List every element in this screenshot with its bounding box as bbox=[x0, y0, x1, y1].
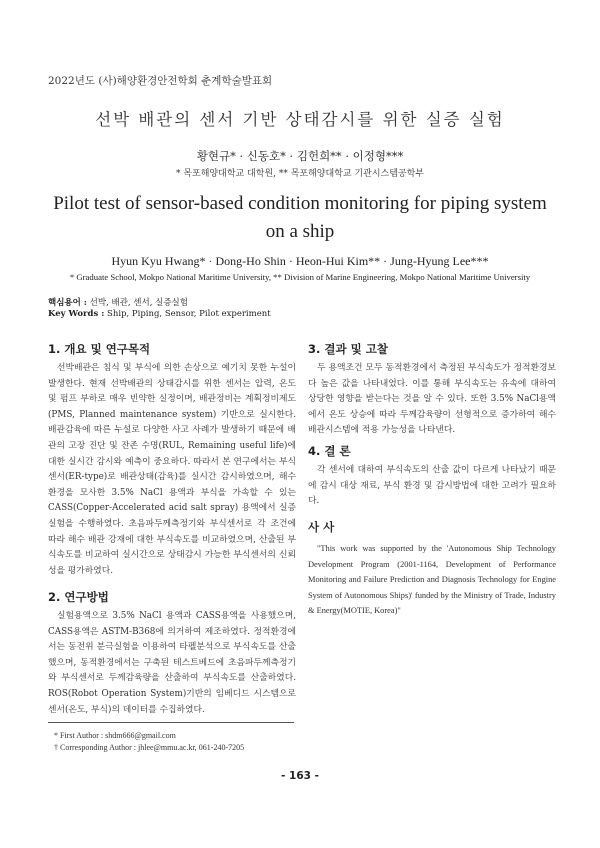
section-2 bbox=[48, 589, 296, 718]
conference-name: 2022년도 (사)해양환경안전학회 춘계학술발표회 bbox=[48, 75, 273, 87]
section-1-heading: 1. 개요 및 연구목적 bbox=[48, 342, 151, 356]
section-3-body: 두 용액조건 모두 동적환경에서 측정된 부식속도가 정적환경보다 높은 값을 나타내었다. 이를 통해 부식속도는 유속에 대하여 상당한 영향을 받는다는 것을 알 수 있다. 또한 3.5% NaCl용액에서 온도 상승에 따라 두께감육량이 선형적으로 증가하여 해수 배관시스템에 적용 가능성을 나타낸다. bbox=[308, 363, 556, 436]
english-affiliation: * Graduate School, Mokpo National Maritime University, ** Division of Marine Engineering, Mokpo National Maritime University bbox=[69, 272, 531, 282]
korean-keywords-label: 핵심용어 : bbox=[48, 298, 87, 308]
korean-affiliation: * 목포해양대학교 대학원, ** 목포해양대학교 기관시스템공학부 bbox=[175, 169, 425, 179]
korean-title: 선박 배관의 센서 기반 상태감시를 위한 실증 실험 bbox=[95, 110, 505, 129]
acknowledgement-heading: 사 사 bbox=[308, 520, 335, 534]
page-number: - 163 - bbox=[281, 770, 319, 782]
korean-keywords-text: 선박, 배관, 센서, 실증실험 bbox=[89, 298, 188, 308]
korean-keywords bbox=[48, 296, 188, 308]
section-4 bbox=[308, 443, 556, 510]
section-1 bbox=[48, 341, 296, 579]
section-3 bbox=[308, 341, 556, 439]
english-keywords-label: Key Words : bbox=[48, 309, 105, 319]
section-2-body: 실험용액으로 3.5% NaCl 용액과 CASS용액을 사용했으며, CASS용액은 ASTM-B368에 의거하여 제조하였다. 정적환경에서는 동전위 분극실험을 이용하여 타펠분석으로 부식속도를 산출했으며, 동적환경에서는 구축된 테스트베드에 초음파두께측정기와 부식센서로 두께감육량을 산출하여 부식속도를 산출하였다. ROS(Robot Operation System)기반의 임베디드 시스템으로 센서(온도, 부식)의 데이터를 수집하였다. bbox=[48, 611, 296, 715]
section-4-body: 각 센서에 대하여 부식속도의 산출 값이 다르게 나타났기 때문에 감시 대상 재료, 부식 환경 및 감시방법에 대한 고려가 필요하다. bbox=[308, 465, 556, 507]
english-title bbox=[40, 190, 560, 246]
korean-authors: 황현규* · 신동호* · 김헌희** · 이정형*** bbox=[196, 149, 404, 163]
section-3-heading: 3. 결과 및 고찰 bbox=[308, 342, 388, 356]
section-1-body: 선박배관은 침식 및 부식에 의한 손상으로 예기치 못한 누설이 발생한다. 현재 선박배관의 상태감시를 위한 센서는 압력, 온도 및 펌프 부하로 매우 빈약한 실정이며, 배관정비는 계획정비제도(PMS, Planned maintenance system) 기반으로 실시한다. 배관감육에 따른 누설로 다양한 사고 사례가 발생하기 때문에 배관의 고장 진단 및 잔존 수명(RUL, Remaining useful life)에 대한 실시간 감시와 예측이 중요하다. 따라서 본 연구에서는 부식센서(ER-type)로 배관상태(감육)를 실시간 감시하였으며, 해수환경을 모사한 3.5% NaCl 용액과 부식을 가속할 수 있는 CASS(Copper-Accelerated acid salt spray) 용액에서 실증 실험을 수행하였다. 초음파두께측정기와 부식센서로 각 조건에 따라 해수 배관 강재에 대한 부식속도를 비교하였으며, 산출된 부식속도를 비교하여 실시간으로 상태감시 가능한 부식센서의 신뢰성을 평가하였다. bbox=[48, 363, 296, 576]
footnote-divider bbox=[48, 722, 294, 723]
section-4-heading: 4. 결 론 bbox=[308, 444, 351, 458]
english-keywords bbox=[48, 309, 271, 319]
english-title-line1: Pilot test of sensor-based condition monitoring for piping system bbox=[53, 193, 547, 214]
acknowledgement-body: "This work was supported by the 'Autonomous Ship Technology Development Program (2001-1164, Development of Performance Monitoring and Failure Prediction and Diagnosis Technology for Engine System of Autonomous Ships)' funded by the Ministry of Trade, Industry & Energy(MOTIE, Korea)" bbox=[308, 544, 556, 616]
footnote-first-author: * First Author : shdm666@gmail.com bbox=[54, 731, 176, 740]
english-keywords-text: Ship, Piping, Sensor, Pilot experiment bbox=[107, 309, 271, 319]
section-acknowledgement bbox=[308, 519, 556, 619]
section-2-heading: 2. 연구방법 bbox=[48, 590, 109, 604]
english-authors: Hyun Kyu Hwang* · Dong-Ho Shin · Heon-Hui Kim** · Jung-Hyung Lee*** bbox=[111, 254, 489, 268]
english-title-line2: on a ship bbox=[265, 221, 335, 242]
footnote-corresponding-author: † Corresponding Author : jhlee@mmu.ac.kr, 061-240-7205 bbox=[54, 743, 245, 752]
